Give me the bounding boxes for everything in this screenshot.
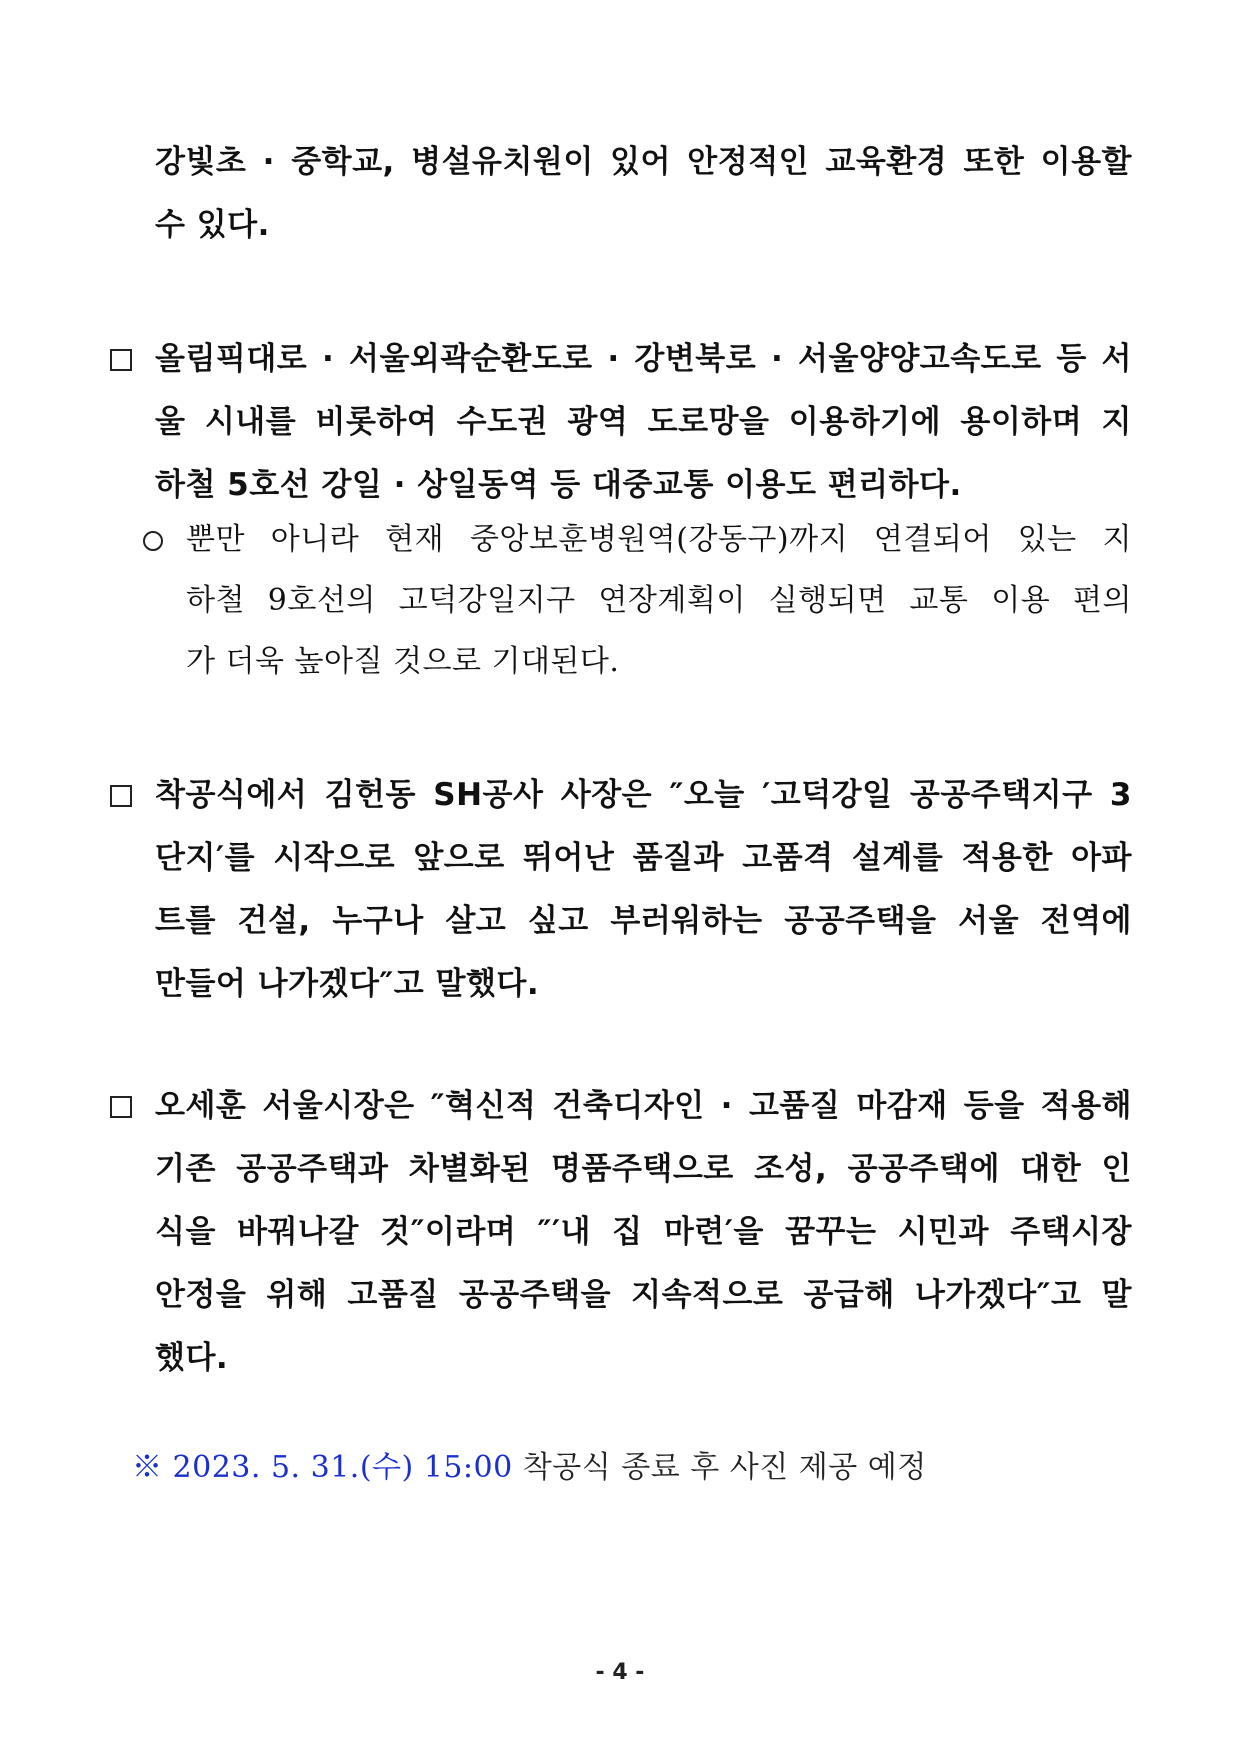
paragraph-line: 강빛초 · 중학교, 병설유치원이 있어 안정적인 교육환경 또한 이용할 bbox=[155, 144, 1132, 180]
paragraph-sh-ceo-quote bbox=[155, 764, 1132, 1016]
paragraph-line: 하철 9호선의 고덕강일지구 연장계획이 실행되면 교통 이용 편의 bbox=[186, 583, 1132, 618]
paragraph-line: 했다. bbox=[155, 1340, 229, 1376]
paragraph-line: 수 있다. bbox=[155, 207, 270, 243]
paragraph-line: 뿐만 아니라 현재 중앙보훈병원역(강동구)까지 연결되어 있는 지 bbox=[186, 522, 1132, 557]
circle-bullet-icon bbox=[143, 531, 163, 551]
paragraph-line: 울 시내를 비롯하여 수도권 광역 도로망을 이용하기에 용이하며 지 bbox=[155, 404, 1132, 440]
note-text: 착공식 종료 후 사진 제공 예정 bbox=[522, 1450, 927, 1485]
paragraph-line: 올림픽대로 · 서울외곽순환도로 · 강변북로 · 서울양양고속도로 등 서 bbox=[155, 341, 1132, 377]
subparagraph-subway-extension bbox=[186, 509, 1132, 692]
paragraph-education bbox=[155, 131, 1132, 257]
photo-note bbox=[132, 1442, 927, 1494]
paragraph-line: 만들어 나가겠다″고 말했다. bbox=[155, 966, 540, 1002]
paragraph-line: 안정을 위해 고품질 공공주택을 지속적으로 공급해 나가겠다″고 말 bbox=[155, 1277, 1132, 1313]
paragraph-line: 트를 건설, 누구나 살고 싶고 부러워하는 공공주택을 서울 전역에 bbox=[155, 903, 1132, 939]
paragraph-mayor-quote bbox=[155, 1075, 1132, 1390]
paragraph-line: 착공식에서 김헌동 SH공사 사장은 ″오늘 ′고덕강일 공공주택지구 3 bbox=[155, 777, 1132, 813]
paragraph-line: 식을 바꿔나갈 것″이라며 ″′내 집 마련′을 꿈꾸는 시민과 주택시장 bbox=[155, 1214, 1132, 1250]
reference-mark-icon: ※ bbox=[132, 1450, 163, 1485]
square-bullet-icon bbox=[110, 1096, 132, 1118]
paragraph-line: 하철 5호선 강일 · 상일동역 등 대중교통 이용도 편리하다. bbox=[155, 467, 962, 503]
square-bullet-icon bbox=[110, 349, 132, 371]
paragraph-line: 가 더욱 높아질 것으로 기대된다. bbox=[186, 644, 620, 679]
note-datetime: 2023. 5. 31.(수) 15:00 bbox=[172, 1450, 513, 1485]
paragraph-line: 오세훈 서울시장은 ″혁신적 건축디자인 · 고품질 마감재 등을 적용해 bbox=[155, 1088, 1132, 1124]
page-number: - 4 - bbox=[595, 1660, 645, 1685]
paragraph-line: 단지′를 시작으로 앞으로 뛰어난 품질과 고품격 설계를 적용한 아파 bbox=[155, 840, 1132, 876]
paragraph-line: 기존 공공주택과 차별화된 명품주택으로 조성, 공공주택에 대한 인 bbox=[155, 1151, 1132, 1187]
paragraph-transport bbox=[155, 328, 1132, 517]
square-bullet-icon bbox=[110, 785, 132, 807]
